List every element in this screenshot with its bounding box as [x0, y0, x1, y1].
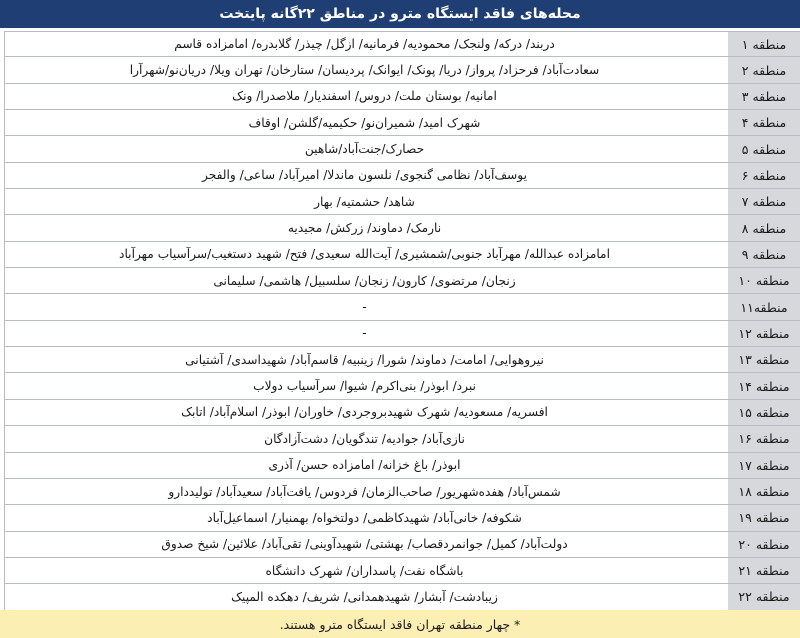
column-gap	[724, 505, 728, 530]
table-row	[4, 426, 800, 452]
region-label: منطقه ۹	[728, 242, 800, 267]
region-label: منطقه ۷	[728, 189, 800, 214]
region-label: منطقه ۲۱	[728, 558, 800, 583]
column-gap	[724, 110, 728, 135]
neighborhoods-list: نازی‌آباد/ جوادیه/ تندگویان/ دشت‌آزادگان	[4, 426, 724, 451]
table-row	[4, 163, 800, 189]
column-gap	[724, 268, 728, 293]
column-gap	[724, 321, 728, 346]
table-row	[4, 347, 800, 373]
region-label: منطقه ۳	[728, 84, 800, 109]
region-label: منطقه ۲	[728, 57, 800, 82]
region-label: منطقه ۲۰	[728, 532, 800, 557]
table-row	[4, 189, 800, 215]
neighborhoods-list: -	[4, 294, 724, 319]
column-gap	[724, 84, 728, 109]
region-label: منطقه ۲۲	[728, 584, 800, 609]
table-row	[4, 373, 800, 399]
region-label: منطقه ۱۹	[728, 505, 800, 530]
region-label: منطقه ۱۳	[728, 347, 800, 372]
neighborhoods-list: ابوذر/ باغ خزانه/ امامزاده حسن/ آذری	[4, 453, 724, 478]
neighborhoods-list: شکوفه/ خانی‌آباد/ شهیدکاظمی/ دولتخواه/ بهمنیار/ اسماعیل‌آباد	[4, 505, 724, 530]
neighborhoods-list: نبرد/ ابوذر/ بنی‌اکرم/ شیوا/ سرآسیاب دولاب	[4, 373, 724, 398]
table-row	[4, 505, 800, 531]
neighborhoods-list: زیبادشت/ آبشار/ شهیدهمدانی/ شریف/ دهکده المپیک	[4, 584, 724, 609]
neighborhoods-list: نارمک/ دماوند/ زرکش/ مجیدیه	[4, 215, 724, 240]
column-gap	[724, 532, 728, 557]
table-row	[4, 84, 800, 110]
region-label: منطقه ۱	[728, 32, 800, 56]
region-label: منطقه ۱۸	[728, 479, 800, 504]
neighborhoods-list: امامزاده عبدالله/ مهرآباد جنوبی/شمشیری/ آیت‌الله سعیدی/ فتح/ شهید دستغیب/سرآسیاب مهرآباد	[4, 242, 724, 267]
table-row	[4, 400, 800, 426]
table-row	[4, 242, 800, 268]
table-row	[4, 294, 800, 320]
neighborhoods-list: افسریه/ مسعودیه/ شهرک شهیدبروجردی/ خاوران/ ابوذر/ اسلام‌آباد/ اتابک	[4, 400, 724, 425]
column-gap	[724, 57, 728, 82]
column-gap	[724, 32, 728, 56]
table-row	[4, 136, 800, 162]
region-label: منطقه۱۱	[728, 294, 800, 319]
region-label: منطقه ۱۰	[728, 268, 800, 293]
neighborhoods-list: شهرک امید/ شمیران‌نو/ حکیمیه/گلشن/ اوقاف	[4, 110, 724, 135]
table-row	[4, 268, 800, 294]
neighborhoods-list: حصارک/جنت‌آباد/شاهین	[4, 136, 724, 161]
column-gap	[724, 347, 728, 372]
neighborhoods-list: دربند/ درکه/ ولنجک/ محمودیه/ فرمانیه/ ازگل/ چیذر/ گلابدره/ امامزاده قاسم	[4, 32, 724, 56]
page-title: محله‌های فاقد ایستگاه مترو در مناطق ۲۲گانه پایتخت	[0, 0, 800, 28]
table-row	[4, 584, 800, 610]
table-row	[4, 57, 800, 83]
table-row	[4, 215, 800, 241]
column-gap	[724, 189, 728, 214]
region-label: منطقه ۸	[728, 215, 800, 240]
column-gap	[724, 558, 728, 583]
footnote: * چهار منطقه تهران فاقد ایستگاه مترو هستند.	[0, 610, 800, 638]
neighborhoods-list: یوسف‌آباد/ نظامی گنجوی/ نلسون ماندلا/ امیرآباد/ ساعی/ والفجر	[4, 163, 724, 188]
regions-table	[4, 31, 800, 611]
column-gap	[724, 215, 728, 240]
table-row	[4, 479, 800, 505]
neighborhoods-list: -	[4, 321, 724, 346]
neighborhoods-list: باشگاه نفت/ پاسداران/ شهرک دانشگاه	[4, 558, 724, 583]
neighborhoods-list: نیروهوایی/ امامت/ دماوند/ شورا/ زینبیه/ قاسم‌آباد/ شهیداسدی/ آشتیانی	[4, 347, 724, 372]
region-label: منطقه ۱۴	[728, 373, 800, 398]
neighborhoods-list: سعادت‌آباد/ فرحزاد/ پرواز/ دریا/ پونک/ ایوانک/ پردیسان/ ستارخان/ تهران ویلا/ دریان‌نو/شهرآرا	[4, 57, 724, 82]
column-gap	[724, 242, 728, 267]
table-row	[4, 110, 800, 136]
column-gap	[724, 294, 728, 319]
neighborhoods-list: دولت‌آباد/ کمیل/ جوانمردقصاب/ بهشتی/ شهیدآوینی/ تقی‌آباد/ علائین/ شیخ صدوق	[4, 532, 724, 557]
table-row	[4, 532, 800, 558]
region-label: منطقه ۱۷	[728, 453, 800, 478]
neighborhoods-list: شمس‌آباد/ هفده‌شهریور/ صاحب‌الزمان/ فردوس/ یافت‌آباد/ سعیدآباد/ تولیددارو	[4, 479, 724, 504]
region-label: منطقه ۱۶	[728, 426, 800, 451]
column-gap	[724, 453, 728, 478]
column-gap	[724, 584, 728, 609]
neighborhoods-list: امانیه/ بوستان ملت/ دروس/ اسفندیار/ ملاصدرا/ ونک	[4, 84, 724, 109]
column-gap	[724, 479, 728, 504]
neighborhoods-list: شاهد/ حشمتیه/ بهار	[4, 189, 724, 214]
column-gap	[724, 136, 728, 161]
region-label: منطقه ۱۵	[728, 400, 800, 425]
table-row	[4, 558, 800, 584]
table-row	[4, 453, 800, 479]
column-gap	[724, 373, 728, 398]
table-row	[4, 321, 800, 347]
table-row	[4, 31, 800, 57]
column-gap	[724, 163, 728, 188]
region-label: منطقه ۶	[728, 163, 800, 188]
region-label: منطقه ۵	[728, 136, 800, 161]
column-gap	[724, 426, 728, 451]
region-label: منطقه ۱۲	[728, 321, 800, 346]
column-gap	[724, 400, 728, 425]
region-label: منطقه ۴	[728, 110, 800, 135]
neighborhoods-list: زنجان/ مرتضوی/ کارون/ زنجان/ سلسبیل/ هاشمی/ سلیمانی	[4, 268, 724, 293]
